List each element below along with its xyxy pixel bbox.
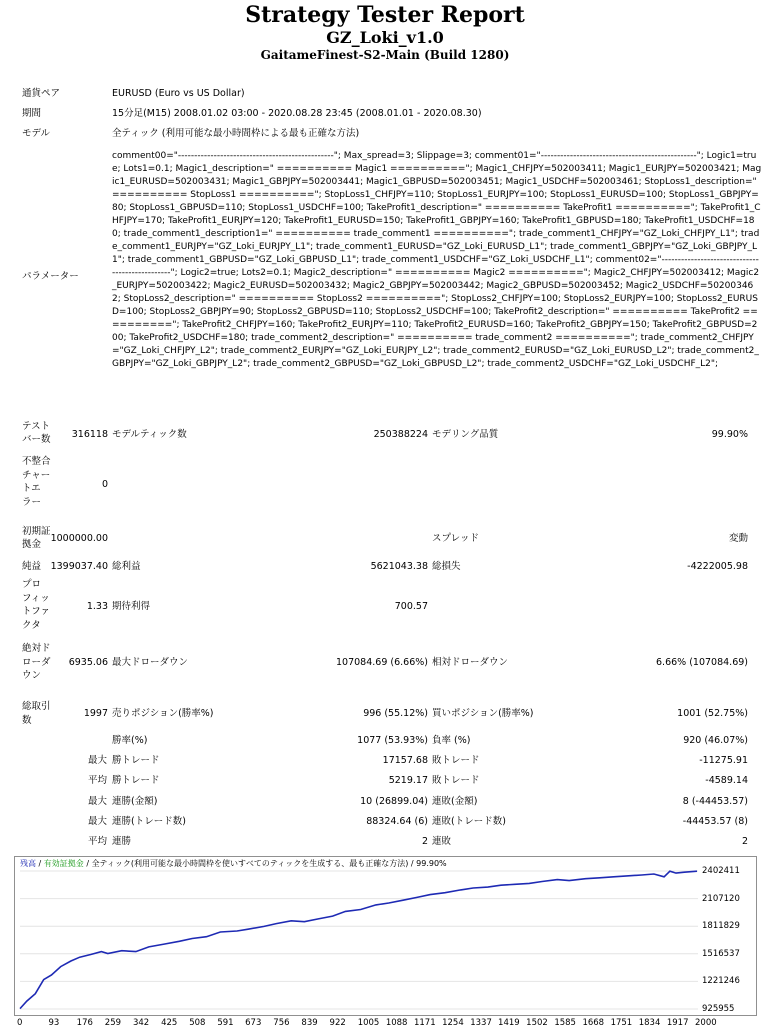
max-consecutive-losses-value: 8 (-44453.57): [682, 796, 748, 807]
gross-profit-value: 5621043.38: [370, 561, 428, 572]
absolute-drawdown-value: 6935.06: [68, 657, 108, 668]
max-consecutive-wins-label: 連勝(金額): [112, 796, 158, 807]
gross-loss-value: -4222005.98: [687, 561, 748, 572]
max-prefix-label-2: 最大: [88, 796, 108, 807]
x-tick-label: 591: [217, 1018, 234, 1028]
gross-loss-label: 総損失: [432, 561, 461, 572]
y-tick-label: 1221246: [702, 976, 740, 987]
short-positions-value: 996 (55.12%): [363, 708, 428, 719]
y-tick-label: 1811829: [702, 921, 740, 932]
long-positions-value: 1001 (52.75%): [677, 708, 748, 719]
avg-prefix-label-2: 平均: [88, 836, 108, 847]
deposit-value: 1000000.00: [50, 533, 108, 544]
x-tick-label: 1337: [470, 1018, 492, 1028]
bars-value: 316118: [71, 429, 108, 440]
expert-advisor-name: GZ_Loki_v1.0: [326, 28, 444, 47]
x-tick-label: 93: [48, 1018, 60, 1028]
legend-model: 全ティック(利用可能な最小時間枠を使いすべてのティックを生成する、最も正確な方法): [91, 859, 409, 868]
mismatch-value: 0: [101, 479, 108, 490]
win-rate-label: 勝率(%): [112, 735, 148, 746]
x-tick-label: 342: [132, 1018, 150, 1028]
balance-series-line: [20, 871, 697, 1008]
quality-label: モデリング品質: [432, 429, 499, 440]
largest-win-value: 17157.68: [382, 755, 428, 766]
gross-profit-label: 総利益: [112, 561, 141, 572]
profit-factor-value: 1.33: [86, 601, 108, 612]
largest-loss-value: -11275.91: [699, 755, 748, 766]
average-consecutive-wins-value: 2: [421, 836, 428, 847]
x-tick-label: 1171: [413, 1018, 436, 1028]
x-tick-label: 922: [329, 1018, 346, 1028]
ticks-value: 250388224: [373, 429, 428, 440]
model-label: モデル: [22, 128, 51, 139]
legend-sep-1: /: [36, 859, 44, 868]
x-tick-label: 1917: [666, 1018, 689, 1028]
symbol-label: 通貨ペア: [22, 88, 61, 99]
legend-quality: 99.90%: [416, 859, 447, 868]
x-tick-label: 756: [273, 1018, 290, 1028]
y-tick-label: 2402411: [702, 866, 740, 876]
bars-label: テスト バー数: [22, 421, 51, 445]
win-rate-value: 1077 (53.93%): [357, 735, 428, 746]
max-consecutive-profit-value: 88324.64 (6): [366, 816, 428, 827]
legend-balance: 残高: [20, 859, 36, 868]
x-tick-label: 1668: [582, 1018, 605, 1028]
total-trades-value: 1997: [83, 708, 108, 719]
loss-rate-value: 920 (46.07%): [683, 735, 748, 746]
x-tick-label: 2000: [695, 1018, 717, 1028]
max-prefix-label-3: 最大: [88, 816, 108, 827]
max-consecutive-loss-value: -44453.57 (8): [682, 816, 748, 827]
x-tick-label: 673: [245, 1018, 262, 1028]
parameters-value: comment00="------------------------------------------------"; Max_spread=3; Slippage=3; comment01="------------------------------------------------"; Logic1=true; Lots1=0.1; Magic1_description=" ========== Magic1 =========="; Magic1_CHFJPY=502003411; Magic1_EURJPY=502003421; Magic1_EURUSD=502003431; Magic1_GBPJPY=502003441; Magic1_GBPUSD=502003451; Magic1_USDCHF=502003461; StopLoss1_description=" ========== StopLoss1 =========="; StopLoss1_CHFJPY=110; StopLoss1_EURJPY=100; StopLoss1_EURUSD=100; StopLoss1_GBPJPY=80; StopLoss1_GBPUSD=110; StopLoss1_USDCHF=100; TakeProfit1_description=" ========== TakeProfit1 =========="; TakeProfit1_CHFJPY=170; TakeProfit1_EURJPY=120; TakeProfit1_EURUSD=150; TakeProfit1_GBPJPY=160; TakeProfit1_GBPUSD=180; TakeProfit1_USDCHF=180; trade_comment1_description1=" ========== trade_comment1 =========="; trade_comment1_CHFJPY="GZ_Loki_CHFJPY_L1"; trade_comment1_EURJPY="GZ_Loki_EURJPY_L1"; trade_comment1_EURUSD="GZ_Loki_EURUSD_L1"; trade_comment1_GBPJPY="GZ_Loki_GBPJPY_L1"; trade_comment1_GBPUSD="GZ_Loki_GBPUSD_L1"; trade_comment1_USDCHF="GZ_Loki_USDCHF_L1"; comment02="------------------------------------------------"; Logic2=true; Lots2=0.1; Magic2_description=" ========== Magic2 =========="; Magic2_CHFJPY=502003412; Magic2_EURJPY=502003422; Magic2_EURUSD=502003432; Magic2_GBPJPY=502003442; Magic2_GBPUSD=502003452; Magic2_USDCHF=502003462; StopLoss2_description=" ========== StopLoss2 =========="; StopLoss2_CHFJPY=100; StopLoss2_EURJPY=100; StopLoss2_EURUSD=100; StopLoss2_GBPJPY=90; StopLoss2_GBPUSD=110; StopLoss2_USDCHF=100; TakeProfit2_description=" ========== TakeProfit2 =========="; TakeProfit2_CHFJPY=160; TakeProfit2_EURJPY=110; TakeProfit2_EURUSD=160; TakeProfit2_GBPJPY=150; TakeProfit2_GBPUSD=200; TakeProfit2_USDCHF=180; trade_comment2_description=" ========== trade_comment2 =========="; trade_comment2_CHFJPY="GZ_Loki_CHFJPY_L2"; trade_comment2_EURJPY="GZ_Loki_EURJPY_L2"; trade_comment2_EURUSD="GZ_Loki_EURUSD_L2"; trade_comment2_GBPJPY="GZ_Loki_GBPJPY_L2"; trade_comment2_GBPUSD="GZ_Loki_GBPUSD_L2"; trade_comment2_USDCHF="GZ_Loki_USDCHF_L2";: [112, 151, 762, 369]
report-title: Strategy Tester Report: [245, 2, 525, 28]
net-profit-value: 1399037.40: [50, 561, 108, 572]
legend-equity: 有効証拠金: [43, 859, 84, 868]
long-positions-label: 買いポジション(勝率%): [432, 708, 534, 719]
x-tick-label: 1254: [442, 1018, 464, 1028]
profit-factor-label: プロ フィッ トファ クタ: [22, 579, 51, 631]
x-tick-label: 0: [17, 1018, 23, 1028]
parameters-label: パラメーター: [22, 271, 79, 282]
max-consecutive-profit-label: 連勝(トレード数): [112, 816, 186, 827]
short-positions-label: 売りポジション(勝率%): [112, 708, 214, 719]
max-consecutive-losses-label: 連敗(金額): [432, 796, 478, 807]
average-win-value: 5219.17: [388, 775, 428, 786]
x-tick-label: 839: [301, 1018, 318, 1028]
relative-drawdown-value: 6.66% (107084.69): [656, 657, 748, 668]
spread-value: 変動: [728, 533, 748, 544]
y-tick-label: 925955: [702, 1004, 735, 1014]
y-tick-label: 1516537: [702, 948, 740, 959]
largest-loss-label: 敗トレード: [432, 755, 480, 766]
server-build: GaitameFinest-S2-Main (Build 1280): [260, 48, 510, 62]
symbol-value: EURUSD (Euro vs US Dollar): [112, 88, 245, 99]
max-drawdown-label: 最大ドローダウン: [112, 657, 189, 668]
expected-payoff-value: 700.57: [394, 601, 428, 612]
legend-sep-2: /: [83, 859, 92, 868]
period-value: 15分足(M15) 2008.01.02 03:00 - 2020.08.28 23:45 (2008.01.01 - 2020.08.30): [112, 108, 482, 119]
average-win-label: 勝トレード: [112, 775, 160, 786]
x-tick-label: 1088: [385, 1018, 408, 1028]
spread-label: スプレッド: [432, 533, 480, 544]
relative-drawdown-label: 相対ドローダウン: [432, 657, 509, 668]
x-tick-label: 1502: [526, 1018, 548, 1028]
chart-plot: [15, 857, 756, 1015]
expected-payoff-label: 期待利得: [112, 601, 151, 612]
average-loss-value: -4589.14: [705, 775, 748, 786]
average-loss-label: 敗トレード: [432, 775, 480, 786]
x-tick-label: 508: [189, 1018, 206, 1028]
net-profit-label: 純益: [22, 561, 42, 572]
x-tick-label: 1751: [610, 1018, 633, 1028]
absolute-drawdown-label: 絶対ド ローダ ウン: [22, 643, 51, 681]
ticks-label: モデルティック数: [112, 429, 187, 440]
average-consecutive-wins-label: 連勝: [112, 836, 132, 847]
x-tick-label: 259: [104, 1018, 122, 1028]
x-tick-label: 176: [76, 1018, 93, 1028]
model-value: 全ティック (利用可能な最小時間枠による最も正確な方法): [112, 128, 360, 139]
largest-win-label: 勝トレード: [112, 755, 160, 766]
period-label: 期間: [22, 108, 42, 119]
max-prefix-label: 最大: [88, 755, 108, 766]
x-tick-label: 1585: [554, 1018, 576, 1028]
legend-sep-3: /: [408, 859, 417, 868]
max-drawdown-value: 107084.69 (6.66%): [336, 657, 428, 668]
average-consecutive-losses-value: 2: [741, 836, 748, 847]
quality-value: 99.90%: [711, 429, 748, 440]
loss-rate-label: 負率 (%): [432, 735, 471, 746]
balance-chart: [14, 856, 757, 1016]
max-consecutive-wins-value: 10 (26899.04): [360, 796, 428, 807]
x-tick-label: 1419: [498, 1018, 520, 1028]
max-consecutive-loss-label: 連敗(トレード数): [432, 816, 506, 827]
deposit-label: 初期証 拠金: [22, 526, 51, 550]
x-tick-label: 425: [161, 1018, 178, 1028]
average-consecutive-losses-label: 連敗: [432, 836, 452, 847]
mismatch-label: 不整合 チャー トエ ラー: [22, 456, 51, 508]
avg-prefix-label: 平均: [88, 775, 108, 786]
y-tick-label: 2107120: [702, 893, 740, 904]
x-tick-label: 1005: [357, 1018, 380, 1028]
total-trades-label: 総取引 数: [22, 701, 51, 726]
x-tick-label: 1834: [638, 1018, 661, 1028]
